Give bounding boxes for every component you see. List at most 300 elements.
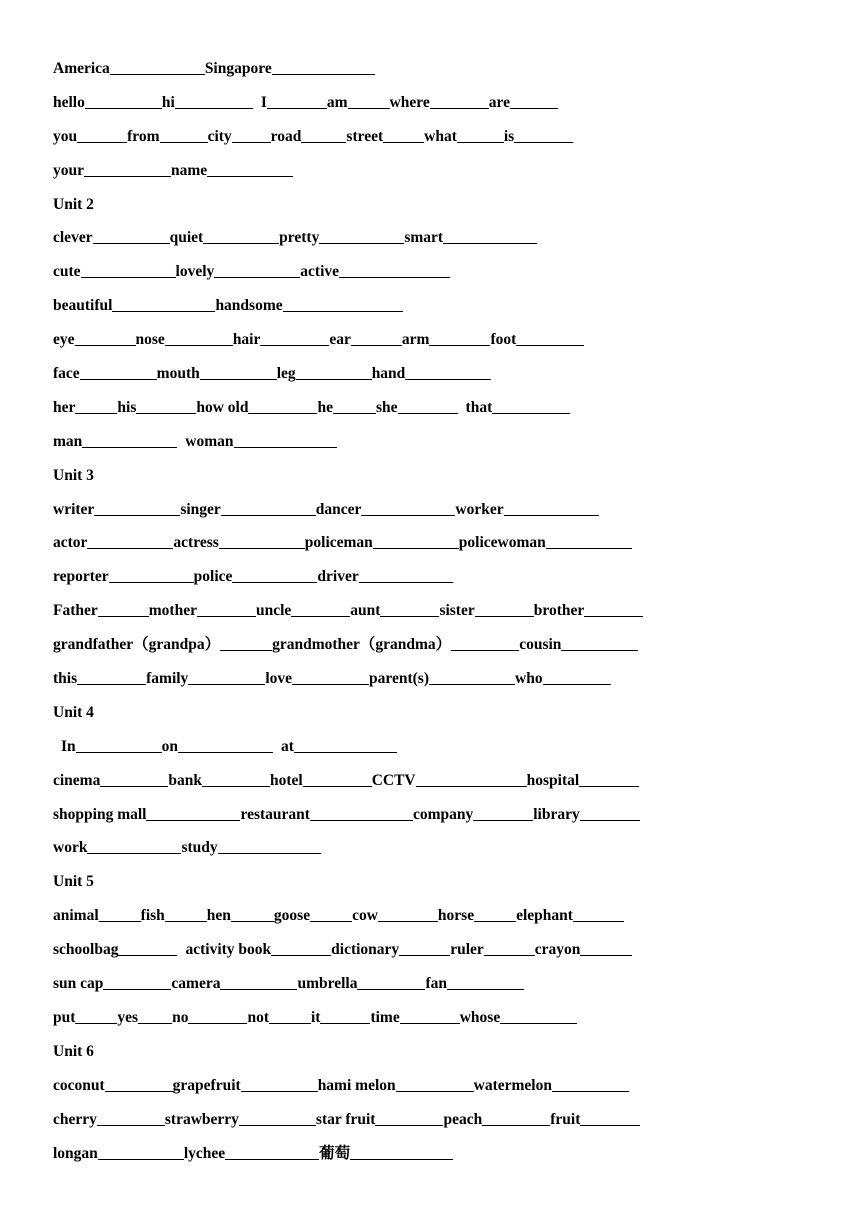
- answer-blank[interactable]: [573, 920, 624, 922]
- vocab-item: [181, 839, 320, 856]
- answer-blank[interactable]: [451, 649, 519, 651]
- answer-blank[interactable]: [399, 954, 450, 956]
- answer-blank[interactable]: [405, 378, 491, 380]
- vocab-word: hello: [53, 93, 85, 111]
- answer-blank[interactable]: [100, 785, 168, 787]
- answer-blank[interactable]: [398, 412, 458, 414]
- answer-blank[interactable]: [429, 344, 490, 346]
- answer-blank[interactable]: [457, 141, 504, 143]
- answer-blank[interactable]: [320, 1022, 370, 1024]
- vocab-word: library: [533, 805, 580, 823]
- vocab-word: hand: [371, 365, 406, 383]
- answer-blank[interactable]: [84, 175, 171, 177]
- vocab-item: [53, 670, 146, 687]
- vocab-item: [247, 1009, 311, 1026]
- vocab-item: [350, 602, 439, 619]
- vocab-word: active: [300, 263, 340, 281]
- answer-blank[interactable]: [93, 242, 170, 244]
- vocab-item: [53, 738, 162, 755]
- answer-blank[interactable]: [269, 1022, 311, 1024]
- vocab-item: [329, 331, 402, 348]
- vocab-item: [136, 331, 233, 348]
- answer-blank[interactable]: [160, 141, 208, 143]
- vocab-word: whose: [459, 1008, 501, 1026]
- vocab-word: fruit: [550, 1110, 581, 1128]
- answer-blank[interactable]: [98, 615, 149, 617]
- vocab-item: [550, 1111, 640, 1128]
- answer-blank[interactable]: [443, 242, 537, 244]
- answer-blank[interactable]: [396, 1090, 474, 1092]
- vocab-item: [180, 501, 315, 518]
- unit-heading-text: Unit 6: [53, 1042, 94, 1060]
- vocab-word: crayon: [534, 941, 581, 959]
- vocab-row: [53, 52, 843, 86]
- answer-blank[interactable]: [429, 683, 515, 685]
- answer-blank[interactable]: [361, 514, 455, 516]
- vocab-item: [413, 806, 533, 823]
- vocab-word: pretty: [279, 229, 320, 247]
- answer-blank[interactable]: [110, 73, 205, 75]
- vocab-word: beautiful: [53, 297, 113, 315]
- vocab-word: sun cap: [53, 975, 104, 993]
- vocab-word: name: [171, 161, 208, 179]
- vocab-word: fish: [140, 907, 165, 925]
- answer-blank[interactable]: [373, 547, 459, 549]
- vocab-item: [194, 568, 318, 585]
- answer-blank[interactable]: [248, 412, 317, 414]
- answer-blank[interactable]: [580, 1124, 640, 1126]
- vocab-word: ear: [329, 331, 351, 349]
- answer-blank[interactable]: [188, 683, 265, 685]
- answer-blank[interactable]: [580, 819, 640, 821]
- vocab-word: is: [503, 127, 515, 145]
- vocab-word: longan: [53, 1144, 98, 1162]
- answer-blank[interactable]: [97, 1124, 165, 1126]
- vocab-item: [459, 534, 632, 551]
- vocab-item: [146, 670, 265, 687]
- vocab-item: [460, 1009, 577, 1026]
- vocab-item: [425, 975, 524, 992]
- vocab-row: [53, 425, 843, 459]
- answer-blank[interactable]: [584, 615, 643, 617]
- vocab-word: bank: [168, 771, 202, 789]
- vocab-word: nose: [135, 331, 165, 349]
- vocab-item: [170, 229, 280, 246]
- vocab-word: uncle: [255, 602, 292, 620]
- vocab-item: [53, 1111, 165, 1128]
- vocab-item: [215, 297, 402, 314]
- answer-blank[interactable]: [80, 378, 157, 380]
- vocab-item: [533, 806, 640, 823]
- vocab-word: coconut: [53, 1076, 105, 1094]
- answer-blank[interactable]: [319, 242, 404, 244]
- answer-blank[interactable]: [552, 1090, 629, 1092]
- answer-blank[interactable]: [146, 819, 240, 821]
- vocab-word: company: [412, 805, 474, 823]
- vocab-word: cousin: [519, 636, 562, 654]
- answer-blank[interactable]: [225, 1158, 319, 1160]
- answer-blank[interactable]: [514, 141, 573, 143]
- answer-blank[interactable]: [283, 310, 403, 312]
- answer-blank[interactable]: [546, 547, 632, 549]
- vocab-row: [53, 1137, 843, 1171]
- answer-blank[interactable]: [77, 141, 127, 143]
- answer-blank[interactable]: [333, 412, 376, 414]
- vocab-word: street: [346, 127, 384, 145]
- answer-blank[interactable]: [239, 1124, 316, 1126]
- vocab-item: [53, 602, 149, 619]
- vocab-item: [171, 162, 293, 179]
- answer-blank[interactable]: [310, 819, 413, 821]
- vocab-word: cinema: [53, 771, 101, 789]
- answer-blank[interactable]: [430, 107, 489, 109]
- answer-blank[interactable]: [510, 107, 558, 109]
- answer-blank[interactable]: [77, 683, 146, 685]
- vocab-item: [184, 1145, 319, 1162]
- vocab-word: her: [53, 398, 76, 416]
- answer-blank[interactable]: [207, 175, 293, 177]
- answer-blank[interactable]: [98, 1158, 184, 1160]
- vocab-word: it: [311, 1008, 321, 1026]
- answer-blank[interactable]: [112, 310, 215, 312]
- answer-blank[interactable]: [351, 344, 402, 346]
- vocab-word: on: [161, 737, 179, 755]
- answer-blank[interactable]: [303, 785, 372, 787]
- vocab-row: [53, 899, 843, 933]
- vocab-word: elephant: [516, 907, 573, 925]
- vocab-item: [53, 1145, 184, 1162]
- answer-blank[interactable]: [475, 615, 534, 617]
- unit-heading: [53, 1035, 843, 1069]
- answer-blank[interactable]: [178, 751, 273, 753]
- vocab-word: that: [465, 398, 493, 416]
- vocab-row: [53, 289, 843, 323]
- vocab-word: work: [53, 839, 88, 857]
- vocab-word: Singapore: [204, 60, 272, 77]
- vocab-row: [53, 831, 843, 865]
- vocab-row: [53, 526, 843, 560]
- vocab-item: [53, 94, 162, 111]
- vocab-word: foot: [490, 331, 517, 349]
- vocab-word: policeman: [304, 534, 373, 552]
- answer-blank[interactable]: [348, 107, 390, 109]
- answer-blank[interactable]: [221, 514, 316, 516]
- answer-blank[interactable]: [416, 785, 527, 787]
- vocab-word: aunt: [350, 602, 381, 620]
- vocab-item: [272, 636, 519, 653]
- answer-blank[interactable]: [234, 446, 337, 448]
- answer-blank[interactable]: [87, 852, 181, 854]
- vocab-item: [149, 602, 256, 619]
- vocab-word: at: [281, 737, 294, 755]
- vocab-item: [372, 772, 527, 789]
- answer-blank[interactable]: [504, 514, 599, 516]
- answer-blank[interactable]: [241, 1090, 318, 1092]
- vocab-row: [53, 493, 843, 527]
- unit-heading-text: Unit 5: [53, 873, 94, 891]
- answer-blank[interactable]: [218, 852, 321, 854]
- answer-blank[interactable]: [492, 412, 570, 414]
- vocab-item: [311, 1009, 370, 1026]
- vocab-item: [172, 1009, 247, 1026]
- answer-blank[interactable]: [561, 649, 638, 651]
- vocab-word: actor: [53, 534, 88, 552]
- vocab-item: [439, 602, 533, 619]
- vocab-item: [53, 229, 170, 246]
- answer-blank[interactable]: [75, 412, 117, 414]
- answer-blank[interactable]: [103, 988, 171, 990]
- vocab-item: [53, 839, 181, 856]
- vocab-item: [390, 94, 489, 111]
- vocab-word: actress: [173, 534, 219, 552]
- vocab-word: put: [53, 1008, 76, 1026]
- vocab-word: animal: [53, 907, 99, 925]
- vocab-item: [370, 1009, 459, 1026]
- answer-blank[interactable]: [219, 547, 305, 549]
- vocab-item: [318, 1077, 474, 1094]
- vocab-item: [240, 806, 412, 823]
- answer-blank[interactable]: [231, 920, 274, 922]
- vocab-word: lychee: [183, 1144, 226, 1162]
- answer-blank[interactable]: [109, 581, 194, 583]
- vocab-word: America: [53, 60, 110, 77]
- vocab-word: hotel: [269, 771, 303, 789]
- answer-blank[interactable]: [447, 988, 524, 990]
- vocab-item: [53, 772, 168, 789]
- vocab-word: sister: [439, 602, 475, 620]
- vocab-word: what: [424, 127, 457, 145]
- answer-blank[interactable]: [232, 141, 271, 143]
- vocab-row: [53, 662, 843, 696]
- vocab-item: [424, 128, 504, 145]
- answer-blank[interactable]: [579, 785, 639, 787]
- vocab-item: [205, 60, 375, 77]
- vocab-item: [208, 128, 271, 145]
- vocab-item: [369, 670, 515, 687]
- answer-blank[interactable]: [473, 819, 533, 821]
- vocab-item: [53, 806, 240, 823]
- answer-blank[interactable]: [484, 954, 535, 956]
- answer-blank[interactable]: [267, 107, 327, 109]
- answer-blank[interactable]: [203, 242, 279, 244]
- answer-blank[interactable]: [81, 276, 176, 278]
- vocab-item: [176, 263, 301, 280]
- vocab-item: [53, 399, 117, 416]
- vocab-word: she: [375, 398, 398, 416]
- vocab-word: singer: [180, 500, 221, 518]
- answer-blank[interactable]: [272, 73, 375, 75]
- vocab-word: you: [53, 127, 78, 145]
- vocab-item: [331, 941, 450, 958]
- answer-blank[interactable]: [294, 751, 397, 753]
- vocab-row: [53, 154, 843, 188]
- answer-blank[interactable]: [500, 1022, 577, 1024]
- vocab-item: [53, 907, 141, 924]
- answer-blank[interactable]: [339, 276, 450, 278]
- vocab-word: mother: [148, 602, 197, 620]
- vocab-word: fan: [425, 975, 448, 993]
- vocab-word: am: [326, 93, 348, 111]
- unit-heading: [53, 188, 843, 222]
- vocab-item: [53, 60, 205, 77]
- vocab-word: goose: [273, 907, 311, 925]
- answer-blank[interactable]: [197, 615, 256, 617]
- vocab-item: [515, 670, 611, 687]
- vocab-item: [490, 331, 584, 348]
- vocab-row: [53, 730, 843, 764]
- vocab-word: watermelon: [473, 1076, 552, 1094]
- unit-heading-text: Unit 4: [53, 703, 94, 721]
- answer-blank[interactable]: [357, 988, 425, 990]
- vocab-word: I: [260, 93, 267, 111]
- vocab-item: [352, 907, 438, 924]
- vocab-item: [466, 399, 571, 416]
- vocab-row: [53, 798, 843, 832]
- answer-blank[interactable]: [350, 1158, 453, 1160]
- vocab-item: [265, 670, 369, 687]
- vocab-word: where: [389, 93, 430, 111]
- vocab-item: [53, 297, 215, 314]
- answer-blank[interactable]: [359, 581, 453, 583]
- answer-blank[interactable]: [188, 1022, 247, 1024]
- unit-heading-text: Unit 3: [53, 466, 94, 484]
- vocab-word: lovely: [175, 263, 215, 281]
- answer-blank[interactable]: [301, 141, 346, 143]
- unit-heading-text: Unit 2: [53, 195, 94, 213]
- answer-blank[interactable]: [580, 954, 632, 956]
- vocab-word: hi: [161, 93, 175, 111]
- vocab-item: [127, 128, 207, 145]
- answer-blank[interactable]: [400, 1022, 460, 1024]
- vocab-word: grandmother（grandma）: [272, 636, 452, 654]
- vocab-word: no: [172, 1008, 189, 1026]
- answer-blank[interactable]: [516, 344, 584, 346]
- vocab-word: ruler: [450, 941, 484, 959]
- answer-blank[interactable]: [292, 683, 369, 685]
- vocab-word: activity book: [185, 941, 272, 959]
- vocab-row: [53, 391, 843, 425]
- vocab-word: worker: [455, 500, 504, 518]
- answer-blank[interactable]: [87, 547, 173, 549]
- vocab-word: mouth: [156, 365, 200, 383]
- vocab-word: Father: [53, 602, 98, 620]
- vocab-item: [173, 1077, 318, 1094]
- vocab-item: [317, 568, 452, 585]
- answer-blank[interactable]: [296, 378, 372, 380]
- answer-blank[interactable]: [75, 1022, 117, 1024]
- vocab-item: [53, 568, 194, 585]
- vocab-item: [162, 94, 261, 111]
- vocab-word: peach: [443, 1110, 483, 1128]
- vocab-word: man: [53, 432, 83, 450]
- answer-blank[interactable]: [310, 920, 352, 922]
- vocab-item: [53, 365, 157, 382]
- vocab-row: [53, 86, 843, 120]
- answer-blank[interactable]: [232, 581, 317, 583]
- answer-blank[interactable]: [378, 920, 438, 922]
- answer-blank[interactable]: [76, 751, 162, 753]
- vocab-item: [438, 907, 516, 924]
- answer-blank[interactable]: [380, 615, 439, 617]
- answer-blank[interactable]: [105, 1090, 173, 1092]
- vocab-word: driver: [317, 568, 359, 586]
- vocab-item: [281, 738, 397, 755]
- vocab-word: CCTV: [371, 771, 416, 789]
- vocab-word: face: [53, 365, 80, 383]
- answer-blank[interactable]: [383, 141, 424, 143]
- vocab-word: umbrella: [297, 975, 358, 993]
- answer-blank[interactable]: [175, 107, 253, 109]
- unit-heading: [53, 459, 843, 493]
- vocab-item: [261, 94, 327, 111]
- answer-blank[interactable]: [136, 412, 196, 414]
- answer-blank[interactable]: [543, 683, 611, 685]
- answer-blank[interactable]: [94, 514, 180, 516]
- vocab-item: [53, 941, 177, 958]
- answer-blank[interactable]: [165, 920, 207, 922]
- vocab-word: not: [247, 1008, 269, 1026]
- vocab-item: [300, 263, 450, 280]
- answer-blank[interactable]: [202, 785, 270, 787]
- vocab-word: handsome: [215, 297, 283, 315]
- answer-blank[interactable]: [99, 920, 141, 922]
- vocab-item: [274, 907, 352, 924]
- answer-blank[interactable]: [220, 649, 272, 651]
- answer-blank[interactable]: [214, 276, 300, 278]
- answer-blank[interactable]: [200, 378, 277, 380]
- answer-blank[interactable]: [375, 1124, 443, 1126]
- vocab-word: how old: [196, 398, 249, 416]
- answer-blank[interactable]: [138, 1022, 172, 1024]
- vocab-row: [53, 1103, 843, 1137]
- answer-blank[interactable]: [271, 954, 331, 956]
- answer-blank[interactable]: [165, 344, 233, 346]
- answer-blank[interactable]: [220, 988, 297, 990]
- vocab-item: [53, 975, 171, 992]
- vocab-word: grandfather（grandpa）: [53, 636, 221, 654]
- vocab-word: eye: [53, 331, 75, 349]
- vocab-item: [256, 602, 350, 619]
- vocab-word: quiet: [169, 229, 204, 247]
- vocab-word: are: [488, 93, 510, 111]
- answer-blank[interactable]: [85, 107, 162, 109]
- vocab-item: [157, 365, 277, 382]
- vocab-word: police: [193, 568, 233, 586]
- answer-blank[interactable]: [75, 344, 136, 346]
- vocab-word: from: [127, 127, 160, 145]
- vocab-item: [489, 94, 558, 111]
- vocab-word: family: [146, 670, 189, 688]
- vocab-word: dictionary: [331, 941, 400, 959]
- vocab-item: [404, 229, 537, 246]
- vocab-item: [316, 501, 456, 518]
- answer-blank[interactable]: [474, 920, 516, 922]
- answer-blank[interactable]: [82, 446, 177, 448]
- vocab-item: [162, 738, 281, 755]
- vocab-item: [168, 772, 270, 789]
- vocab-item: [185, 433, 336, 450]
- vocab-word: brother: [533, 602, 585, 620]
- vocab-item: [317, 399, 376, 416]
- vocab-item: [53, 1077, 173, 1094]
- answer-blank[interactable]: [260, 344, 329, 346]
- answer-blank[interactable]: [291, 615, 350, 617]
- vocab-word: love: [265, 670, 292, 688]
- vocab-word: yes: [117, 1008, 139, 1026]
- answer-blank[interactable]: [482, 1124, 550, 1126]
- vocab-item: [53, 1009, 117, 1026]
- answer-blank[interactable]: [118, 954, 177, 956]
